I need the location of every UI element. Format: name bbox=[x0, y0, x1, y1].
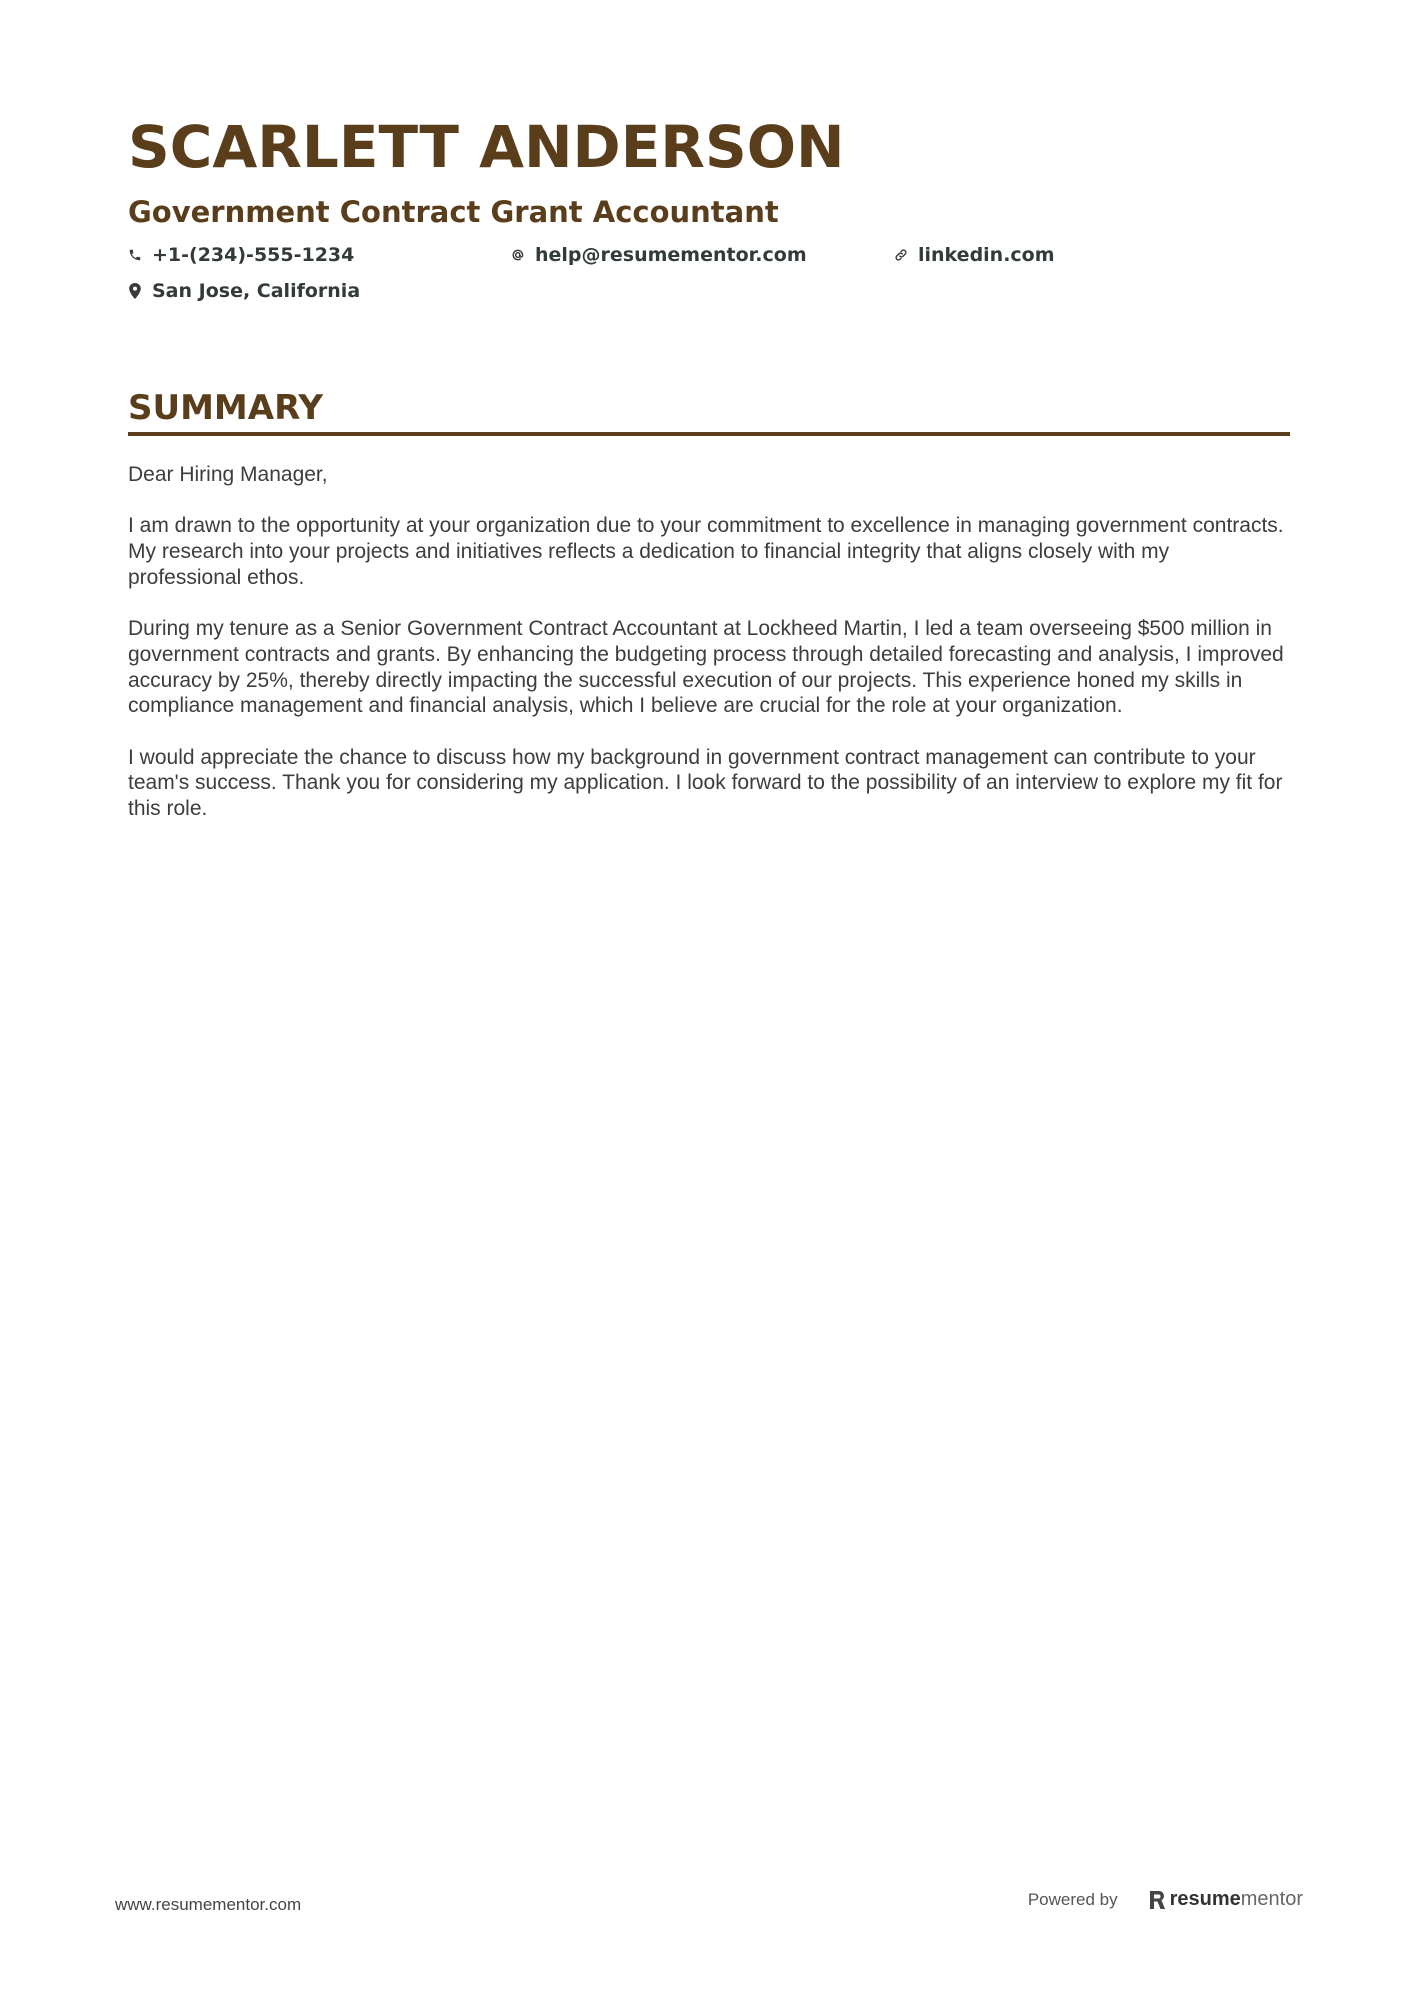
paragraph: I would appreciate the chance to discuss how my background in government contract management can contribute to your team's success. Thank you for considering my application. I look forward to the possibility of an interview to explore my fit for this role. bbox=[128, 745, 1283, 821]
email-text: help@resumementor.com bbox=[535, 244, 807, 266]
contact-email[interactable] bbox=[511, 242, 807, 268]
footer-branding bbox=[1028, 1888, 1303, 1911]
contact-phone[interactable] bbox=[128, 242, 354, 268]
contact-location bbox=[128, 278, 360, 304]
phone-text: +1-(234)-555-1234 bbox=[152, 244, 355, 266]
brand-logo[interactable] bbox=[1148, 1888, 1303, 1911]
salutation: Dear Hiring Manager, bbox=[128, 463, 328, 486]
link-text: linkedin.com bbox=[918, 244, 1055, 266]
at-icon bbox=[511, 247, 525, 263]
candidate-name: SCARLETT ANDERSON bbox=[128, 113, 845, 181]
section-divider bbox=[128, 432, 1290, 436]
header bbox=[128, 112, 1288, 310]
resumementor-logo-icon bbox=[1148, 1889, 1166, 1911]
powered-by-text: Powered by bbox=[1027, 1889, 1118, 1909]
paragraph: During my tenure as a Senior Government Contract Accountant at Lockheed Martin, I led a team overseeing $500 million in government contracts and grants. By enhancing the budgeting process through detailed forecasting and analysis, I improved accuracy by 25%, thereby directly impacting the successful execution of our projects. This experience honed my skills in compliance management and financial analysis, which I believe are crucial for the role at your organization. bbox=[128, 617, 1284, 718]
contact-link[interactable] bbox=[894, 242, 1055, 268]
paragraph: I am drawn to the opportunity at your organization due to your commitment to excellence in managing government contracts. My research into your projects and initiatives reflects a dedication to financial integrity that aligns closely with my professional ethos. bbox=[128, 514, 1284, 589]
brand-name-part2: mentor bbox=[1240, 1888, 1303, 1910]
phone-icon bbox=[128, 247, 142, 263]
summary-body bbox=[128, 462, 1288, 847]
footer-website[interactable]: www.resumementor.com bbox=[115, 1895, 302, 1914]
summary-heading: SUMMARY bbox=[128, 388, 324, 428]
brand-name-part1: resume bbox=[1169, 1888, 1241, 1910]
map-pin-icon bbox=[128, 283, 142, 299]
contact-info bbox=[128, 238, 1288, 310]
job-title: Government Contract Grant Accountant bbox=[128, 195, 779, 229]
link-icon bbox=[894, 247, 908, 263]
location-text: San Jose, California bbox=[152, 280, 361, 302]
